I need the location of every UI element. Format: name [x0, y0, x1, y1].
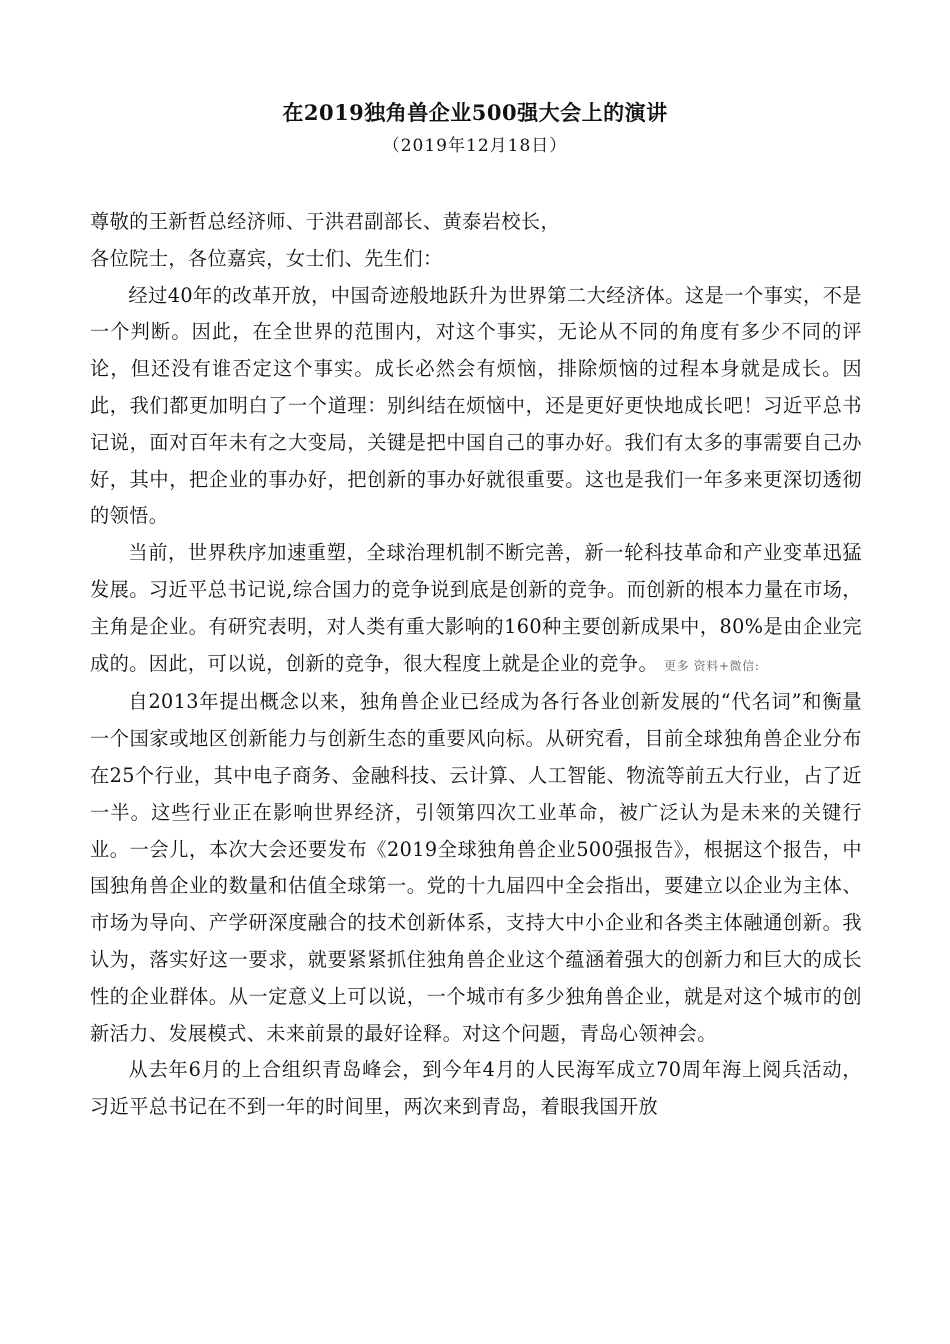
- paragraph-2: [90, 535, 862, 684]
- inline-note: 更多 资料+微信:: [664, 658, 760, 673]
- document-date: （2019年12月18日）: [382, 136, 568, 156]
- paragraph-2-text: 当前，世界秩序加速重塑，全球治理机制不断完善，新一轮科技革命和产业变革迅猛发展。习近平总书记说,综合国力的竞争说到底是创新的竞争。而创新的根本力量在市场，主角是企业。有研究表明，对人类有重大影响的160种主要创新成果中，80%是由企业完成的。因此，可以说，创新的竞争，很大程度上就是企业的竞争。: [90, 541, 862, 675]
- paragraph-3: 自2013年提出概念以来，独角兽企业已经成为各行各业创新发展的“代名词”和衡量一个国家或地区创新能力与创新生态的重要风向标。从研究看，目前全球独角兽企业分布在25个行业，其中电子商务、金融科技、云计算、人工智能、物流等前五大行业，占了近一半。这些行业正在影响世界经济，引领第四次工业革命，被广泛认为是未来的关键行业。一会儿，本次大会还要发布《2019全球独角兽企业500强报告》，根据这个报告，中国独角兽企业的数量和估值全球第一。党的十九届四中全会指出，要建立以企业为主体、市场为导向、产学研深度融合的技术创新体系，支持大中小企业和各类主体融通创新。我认为，落实好这一要求，就要紧紧抓住独角兽企业这个蕴涵着强大的创新力和巨大的成长性的企业群体。从一定意义上可以说，一个城市有多少独角兽企业，就是对这个城市的创新活力、发展模式、未来前景的最好诠释。对这个问题，青岛心领神会。: [90, 690, 862, 1045]
- paragraph-1: 经过40年的改革开放，中国奇迹般地跃升为世界第二大经济体。这是一个事实，不是一个判断。因此，在全世界的范围内，对这个事实，无论从不同的角度有多少不同的评论，但还没有谁否定这个事实。成长必然会有烦恼，排除烦恼的过程本身就是成长。因此，我们都更加明白了一个道理：别纠结在烦恼中，还是更好更快地成长吧！习近平总书记说，面对百年未有之大变局，关键是把中国自己的事办好。我们有太多的事需要自己办好，其中，把企业的事办好，把创新的事办好就很重要。这也是我们一年多来更深切透彻的领悟。: [90, 283, 862, 528]
- document-body: [90, 204, 862, 1126]
- salutation-line-2: 各位院士，各位嘉宾，女士们、先生们：: [90, 246, 443, 270]
- document-title: 在2019独角兽企业500强大会上的演讲: [282, 100, 668, 125]
- salutation-line-1: 尊敬的王新哲总经济师、于洪君副部长、黄泰岩校长，: [90, 210, 561, 233]
- paragraph-4: 从去年6月的上合组织青岛峰会，到今年4月的人民海军成立70周年海上阅兵活动，习近平总书记在不到一年的时间里，两次来到青岛，着眼我国开放: [90, 1058, 862, 1119]
